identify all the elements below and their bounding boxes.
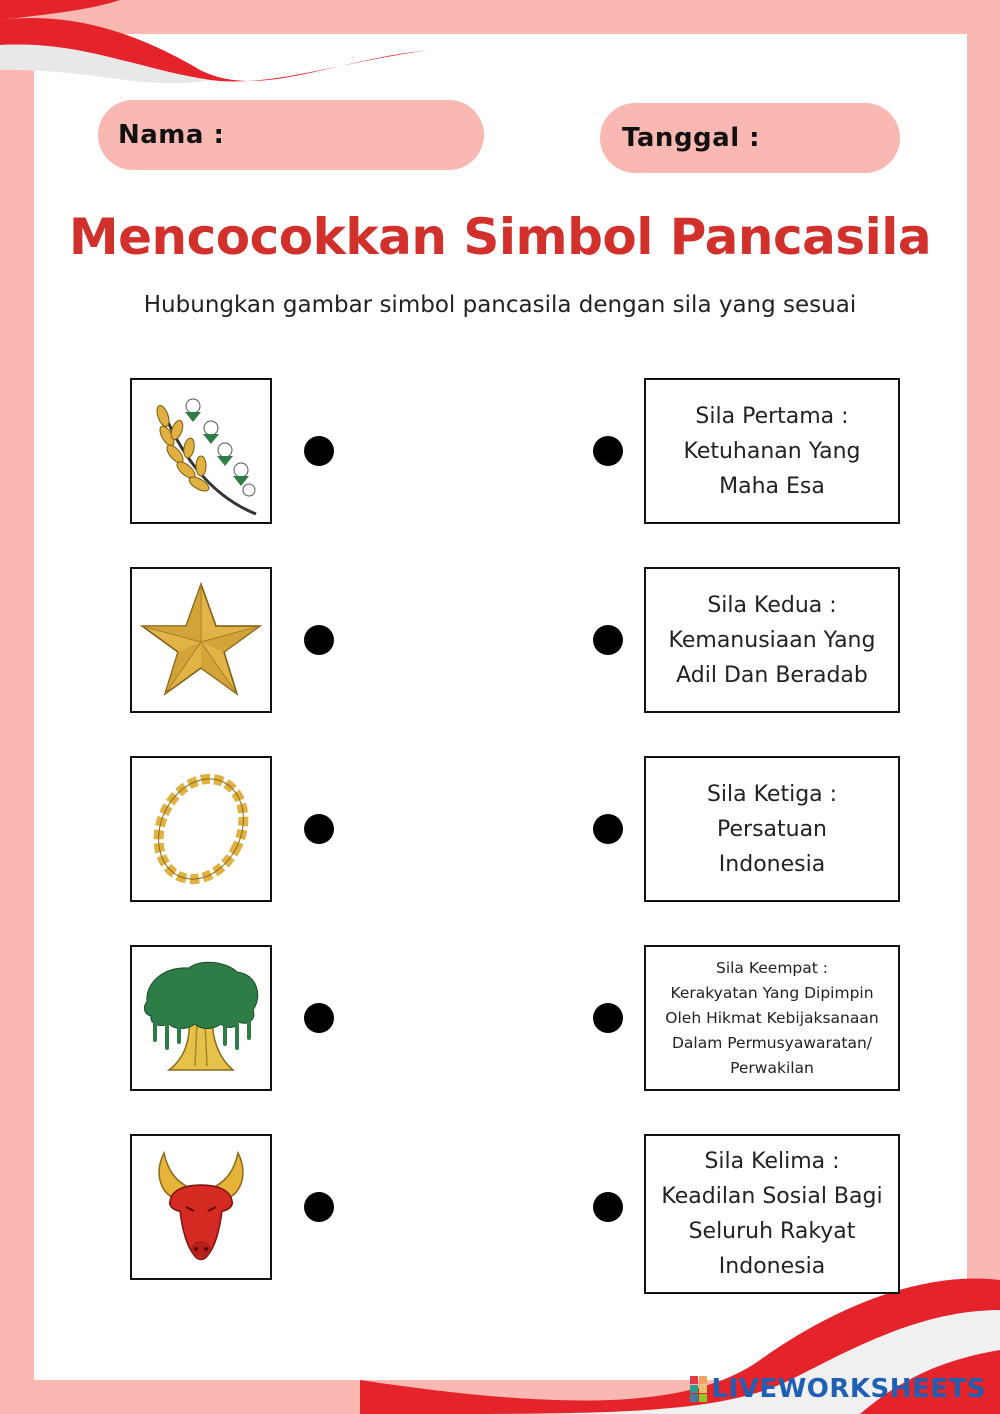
sila-box-3	[644, 756, 900, 902]
symbol-box-3	[130, 756, 272, 902]
liveworksheets-mark-icon	[690, 1376, 707, 1402]
sila-box-2	[644, 567, 900, 713]
name-label: Nama :	[118, 120, 225, 150]
symbol-dot-1[interactable]	[304, 436, 334, 466]
sila-2-line-1: Sila Kedua :	[707, 592, 837, 618]
sila-1-line-1: Sila Pertama :	[695, 403, 849, 429]
name-field[interactable]	[98, 100, 484, 170]
sila-3-line-2: Persatuan	[717, 816, 827, 842]
symbol-box-4	[130, 945, 272, 1091]
symbol-dot-2[interactable]	[304, 625, 334, 655]
sila-dot-4[interactable]	[593, 1003, 623, 1033]
sila-1-line-2: Ketuhanan Yang	[683, 438, 861, 464]
symbol-box-2	[130, 567, 272, 713]
date-label: Tanggal :	[622, 123, 761, 153]
sila-4-line-5: Perwakilan	[730, 1058, 814, 1077]
instructions: Hubungkan gambar simbol pancasila dengan sila yang sesuai	[143, 292, 857, 318]
sila-4-line-3: Oleh Hikmat Kebijaksanaan	[665, 1008, 879, 1027]
symbol-dot-4[interactable]	[304, 1003, 334, 1033]
sila-5-line-4: Indonesia	[718, 1254, 826, 1279]
star-icon	[138, 580, 264, 700]
sila-2-line-2: Kemanusiaan Yang	[668, 627, 876, 653]
sila-5-line-1: Sila Kelima :	[704, 1149, 840, 1174]
flag-ribbon-top	[0, 0, 440, 100]
sila-2-line-3: Adil Dan Beradab	[676, 662, 868, 688]
symbol-box-1	[130, 378, 272, 524]
sila-5-line-3: Seluruh Rakyat	[688, 1219, 856, 1244]
symbol-dot-3[interactable]	[304, 814, 334, 844]
date-field[interactable]	[600, 103, 900, 173]
page-title: Mencocokkan Simbol Pancasila	[68, 208, 932, 266]
symbol-dot-5[interactable]	[304, 1192, 334, 1222]
liveworksheets-text: LIVEWORKSHEETS	[711, 1374, 986, 1404]
sila-3-line-3: Indonesia	[718, 851, 826, 877]
sila-3-line-1: Sila Ketiga :	[706, 781, 838, 807]
sila-4-line-1: Sila Keempat :	[715, 958, 828, 977]
symbol-box-5	[130, 1134, 272, 1280]
sila-box-1	[644, 378, 900, 524]
chain-icon	[146, 766, 256, 892]
sila-dot-2[interactable]	[593, 625, 623, 655]
sila-1-line-3: Maha Esa	[719, 473, 825, 499]
sila-5-line-2: Keadilan Sosial Bagi	[661, 1184, 883, 1209]
banyan-tree-icon	[139, 958, 263, 1078]
sila-dot-5[interactable]	[593, 1192, 623, 1222]
sila-dot-1[interactable]	[593, 436, 623, 466]
sila-dot-3[interactable]	[593, 814, 623, 844]
sila-4-line-2: Kerakyatan Yang Dipimpin	[670, 983, 874, 1002]
sila-4-line-4: Dalam Permusyawaratan/	[671, 1033, 873, 1052]
sila-box-5	[644, 1134, 900, 1294]
bull-head-icon	[146, 1145, 256, 1269]
rice-cotton-icon	[141, 386, 261, 516]
liveworksheets-logo[interactable]	[690, 1374, 986, 1404]
sila-box-4	[644, 945, 900, 1091]
